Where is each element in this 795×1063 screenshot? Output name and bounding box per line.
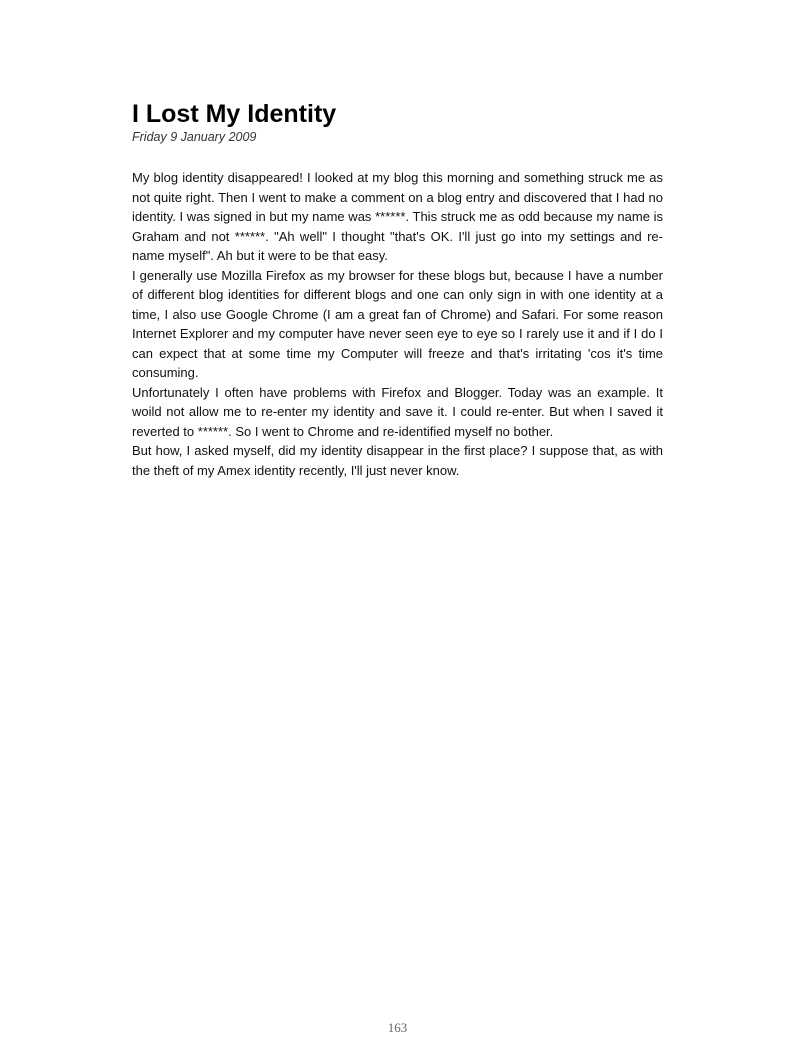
page-number: 163: [387, 1020, 408, 1035]
paragraph: My blog identity disappeared! I looked at my blog this morning and something struck me as not quite right. Then I went to make a comment on a blog entry and discovered that I had no identity. I was signed in but my name was ******. This struck me as odd because my name is Graham and not ******. "Ah well" I thought "that's OK. I'll just go into my settings and re-name myself". Ah but it were to be that easy.: [132, 170, 663, 263]
paragraph: I generally use Mozilla Firefox as my browser for these blogs but, because I have a number of different blog identities for different blogs and one can only sign in with one identity at a time, I also use Google Chrome (I am a great fan of Chrome) and Safari. For some reason Internet Explorer and my computer have never seen eye to eye so I rarely use it and if I do I can expect that at some time my Computer will freeze and that's irritating 'cos it's time consuming.: [132, 267, 663, 380]
blog-post: [132, 99, 663, 480]
post-title: I Lost My Identity: [132, 100, 337, 128]
post-date: Friday 9 January 2009: [132, 130, 257, 144]
post-body: [132, 168, 663, 480]
paragraph: Unfortunately I often have problems with Firefox and Blogger. Today was an example. It woild not allow me to re-enter my identity and save it. I could re-enter. But when I saved it reverted to ******. So I went to Chrome and re-identified myself no bother.: [132, 384, 663, 439]
paragraph: But how, I asked myself, did my identity disappear in the first place? I suppose that, as with the theft of my Amex identity recently, I'll just never know.: [132, 443, 663, 478]
